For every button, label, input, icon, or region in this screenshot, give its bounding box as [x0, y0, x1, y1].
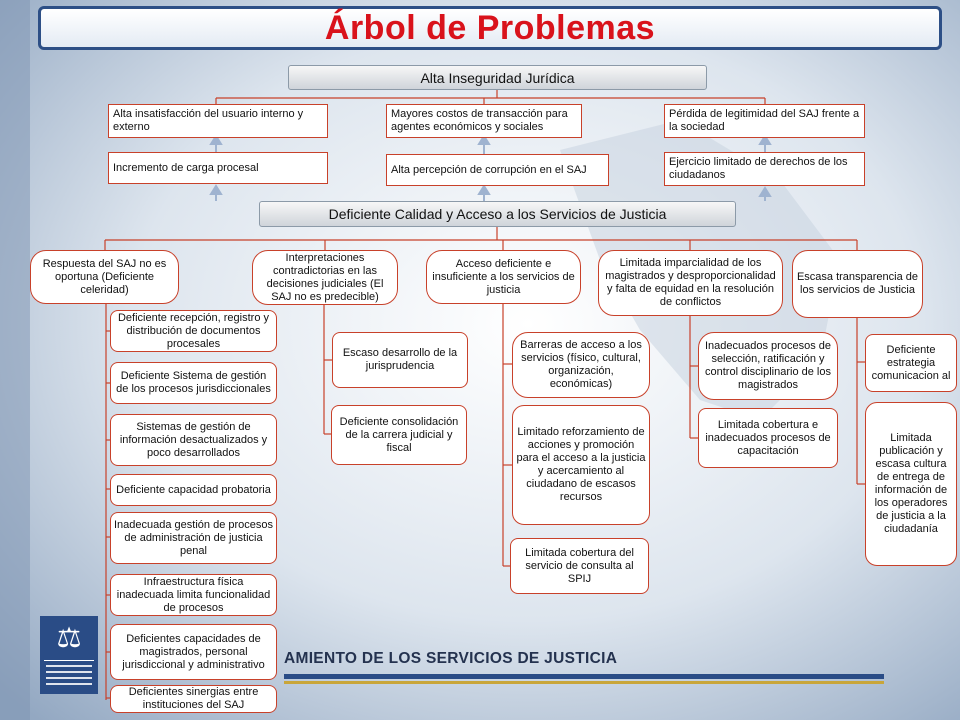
central-problem-label: Deficiente Calidad y Acceso a los Servicios de Justicia — [328, 206, 667, 222]
subcause-label: Deficiente estrategia comunicacion al — [871, 343, 951, 382]
subcause-box — [331, 405, 467, 465]
subcause-box — [110, 574, 277, 616]
cause-label: Interpretaciones contradictorias en las decisiones judiciales (El SAJ no es predecible) — [266, 251, 384, 303]
subcause-label: Inadecuados procesos de selección, ratificación y control disciplinario de los magistrados — [705, 340, 831, 391]
subcause-box — [510, 538, 649, 594]
subcause-label: Deficiente consolidación de la carrera judicial y fiscal — [339, 415, 459, 454]
cause-label: Acceso deficiente e insuficiente a los servicios de justicia — [432, 257, 575, 296]
scale-icon: ⚖ — [56, 622, 82, 653]
effect-box — [664, 104, 865, 138]
subcause-box — [110, 512, 277, 564]
effect-top-label: Alta Inseguridad Jurídica — [420, 69, 575, 86]
subcause-label: Inadecuada gestión de procesos de administración de justicia penal — [114, 518, 274, 557]
effect-box — [386, 104, 582, 138]
subcause-box — [512, 405, 650, 525]
subcause-label: Limitada cobertura e inadecuados procesos de capacitación — [705, 418, 831, 457]
subcause-label: Deficientes sinergias entre instituciones del SAJ — [128, 686, 259, 711]
subcause-label: Deficiente capacidad probatoria — [116, 483, 271, 496]
subcause-label: Limitada publicación y escasa cultura de entrega de información de los operadores de justicia a la ciudadanía — [874, 432, 948, 535]
subcause-box — [110, 362, 277, 404]
central-problem-box — [259, 201, 736, 227]
subcause-label: Limitada cobertura del servicio de consulta al SPIJ — [525, 546, 634, 585]
effect-box — [108, 104, 328, 138]
title-bar — [38, 6, 942, 50]
effect-label: Mayores costos de transacción para agentes económicos y sociales — [391, 108, 568, 133]
effect-top-box — [288, 65, 707, 90]
subcause-label: Escaso desarrollo de la jurisprudencia — [342, 347, 458, 372]
subcause-box — [512, 332, 650, 398]
subcause-label: Barreras de acceso a los servicios (físico, cultural, organización, económicas) — [520, 339, 642, 390]
cause-label: Escasa transparencia de los servicios de Justicia — [796, 271, 919, 296]
subcause-box — [110, 685, 277, 713]
effect-box — [108, 152, 328, 184]
subcause-label: Infraestructura física inadecuada limita funcionalidad de procesos — [116, 575, 271, 614]
effect-box — [664, 152, 865, 186]
subcause-box — [332, 332, 468, 388]
subcause-label: Deficiente recepción, registro y distribución de documentos procesales — [117, 311, 269, 350]
effect-label: Incremento de carga procesal — [113, 161, 259, 174]
footer-banner: AMIENTO DE LOS SERVICIOS DE JUSTICIA — [284, 650, 618, 667]
subcause-label: Deficiente Sistema de gestión de los procesos jurisdiccionales — [116, 370, 271, 395]
subcause-label: Deficientes capacidades de magistrados, personal jurisdiccional y administrativo — [122, 632, 265, 671]
subcause-box — [865, 402, 957, 566]
cause-box — [30, 250, 179, 304]
subcause-label: Limitado reforzamiento de acciones y promoción para el acceso a la justicia y acercamiento al ciudadano de escasos recursos — [516, 426, 646, 503]
page-title: Árbol de Problemas — [324, 8, 656, 47]
cause-box — [598, 250, 783, 316]
footer-bar-gold — [284, 681, 884, 684]
subcause-box — [110, 474, 277, 506]
effect-label: Pérdida de legitimidad del SAJ frente a la sociedad — [669, 108, 860, 133]
cause-label: Respuesta del SAJ no es oportuna (Deficiente celeridad) — [42, 257, 167, 296]
institution-logo — [40, 616, 98, 694]
cause-box — [252, 250, 398, 305]
subcause-label: Sistemas de gestión de información desactualizados y poco desarrollados — [119, 420, 268, 459]
subcause-box — [698, 332, 838, 400]
effect-box — [386, 154, 609, 186]
footer-bar-navy — [284, 674, 884, 679]
subcause-box — [110, 414, 277, 466]
subcause-box — [865, 334, 957, 392]
cause-label: Limitada imparcialidad de los magistrados y desproporcionalidad y falta de equidad en la resolución de conflictos — [605, 257, 776, 308]
subcause-box — [698, 408, 838, 468]
logo-lettering — [44, 660, 94, 691]
cause-box — [426, 250, 581, 304]
effect-label: Ejercicio limitado de derechos de los ciudadanos — [669, 156, 848, 181]
effect-label: Alta percepción de corrupción en el SAJ — [391, 163, 587, 176]
effect-label: Alta insatisfacción del usuario interno y externo — [113, 108, 304, 133]
cause-box — [792, 250, 923, 318]
subcause-box — [110, 624, 277, 680]
subcause-box — [110, 310, 277, 352]
